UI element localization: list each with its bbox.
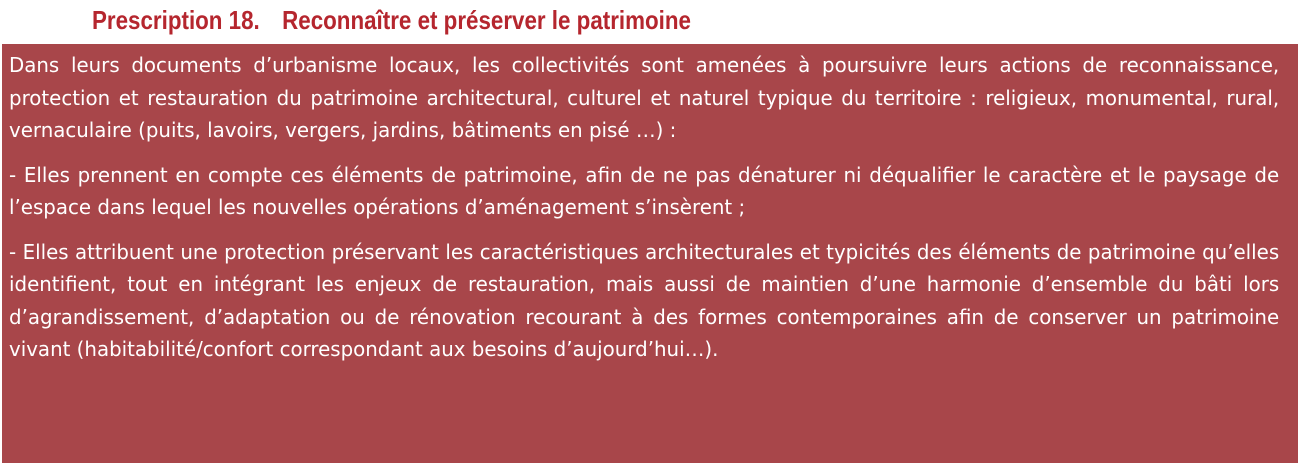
bullet-paragraph-2: - Elles attribuent une protection préservant les caractéristiques architecturales et typicités des éléments de patrimoine qu’elles identifient, tout en intégrant les enjeux de restauration, mais aussi de maintien d’une harmonie d’ensemble du bâti lors d’agrandissement, d’adaptation ou de rénovation recourant à des formes contemporaines afin de conserver un patrimoine vivant (habitabilité/confort correspondant aux besoins d’aujourd’hui…). [9, 239, 1280, 361]
intro-paragraph: Dans leurs documents d’urbanisme locaux, les collectivités sont amenées à poursuivre leurs actions de reconnaissance, protection et restauration du patrimoine architectural, culturel et naturel typique du territoire : religieux, monumental, rural, vernaculaire (puits, lavoirs, vergers, jardins, bâtiments en pisé …) : [9, 53, 1280, 142]
prescription-heading [92, 3, 691, 37]
prescription-title: Reconnaître et préserver le patrimoine [282, 4, 691, 35]
prescription-number: Prescription 18. [92, 4, 260, 35]
prescription-body-box [2, 44, 1298, 463]
bullet-paragraph-1: - Elles prennent en compte ces éléments de patrimoine, afin de ne pas dénaturer ni déqualifier le caractère et le paysage de l’espace dans lequel les nouvelles opérations d’aménagement s’insèrent ; [9, 162, 1280, 219]
